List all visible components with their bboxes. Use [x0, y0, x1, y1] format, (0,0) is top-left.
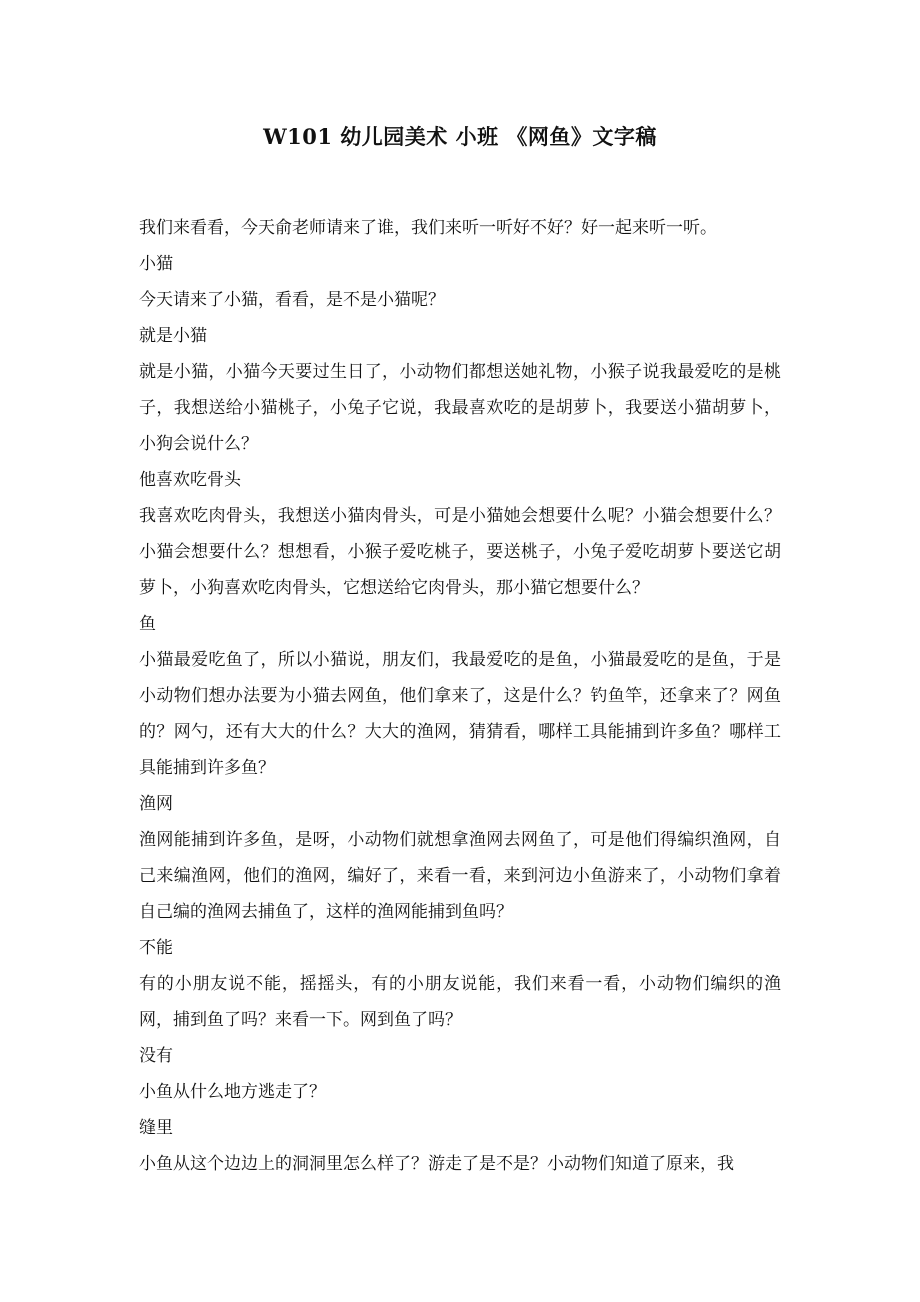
- paragraph: 就是小猫，小猫今天要过生日了，小动物们都想送她礼物，小猴子说我最爱吃的是桃子，我想送给小猫桃子，小兔子它说，我最喜欢吃的是胡萝卜，我要送小猫胡萝卜，小狗会说什么？: [139, 362, 781, 454]
- paragraph: 不能: [139, 938, 173, 958]
- document-title: W101 幼儿园美术 小班 《网鱼》文字稿: [263, 124, 657, 149]
- paragraph: 鱼: [139, 614, 156, 634]
- paragraph: 他喜欢吃骨头: [139, 470, 241, 490]
- paragraph: 小鱼从什么地方逃走了？: [139, 1082, 326, 1102]
- paragraph: 我喜欢吃肉骨头，我想送小猫肉骨头，可是小猫她会想要什么呢？小猫会想要什么？小猫会想要什么？想想看，小猴子爱吃桃子，要送桃子，小兔子爱吃胡萝卜要送它胡萝卜，小狗喜欢吃肉骨头，它想送给它肉骨头，那小猫它想要什么？: [139, 506, 781, 598]
- paragraph: 渔网能捕到许多鱼，是呀，小动物们就想拿渔网去网鱼了，可是他们得编织渔网，自己来编渔网，他们的渔网，编好了，来看一看，来到河边小鱼游来了，小动物们拿着自己编的渔网去捕鱼了，这样的渔网能捕到鱼吗？: [139, 830, 781, 922]
- paragraph: 有的小朋友说不能，摇摇头，有的小朋友说能，我们来看一看，小动物们编织的渔网，捕到鱼了吗？来看一下。网到鱼了吗？: [139, 974, 781, 1030]
- paragraph: 小猫: [139, 254, 173, 274]
- paragraph: 今天请来了小猫，看看，是不是小猫呢？: [139, 290, 445, 310]
- paragraph: 缝里: [139, 1118, 173, 1138]
- paragraph: 小鱼从这个边边上的洞洞里怎么样了？游走了是不是？小动物们知道了原来，我: [139, 1154, 734, 1174]
- paragraph: 我们来看看，今天俞老师请来了谁，我们来听一听好不好？好一起来听一听。: [139, 218, 717, 238]
- paragraph: 没有: [139, 1046, 173, 1066]
- paragraph: 就是小猫: [139, 326, 207, 346]
- document-body: [139, 210, 781, 1182]
- paragraph: 小猫最爱吃鱼了，所以小猫说，朋友们，我最爱吃的是鱼，小猫最爱吃的是鱼，于是小动物们想办法要为小猫去网鱼，他们拿来了，这是什么？钓鱼竿，还拿来了？网鱼的？网勺，还有大大的什么？大大的渔网，猜猜看，哪样工具能捕到许多鱼？哪样工具能捕到许多鱼？: [139, 650, 781, 778]
- paragraph: 渔网: [139, 794, 173, 814]
